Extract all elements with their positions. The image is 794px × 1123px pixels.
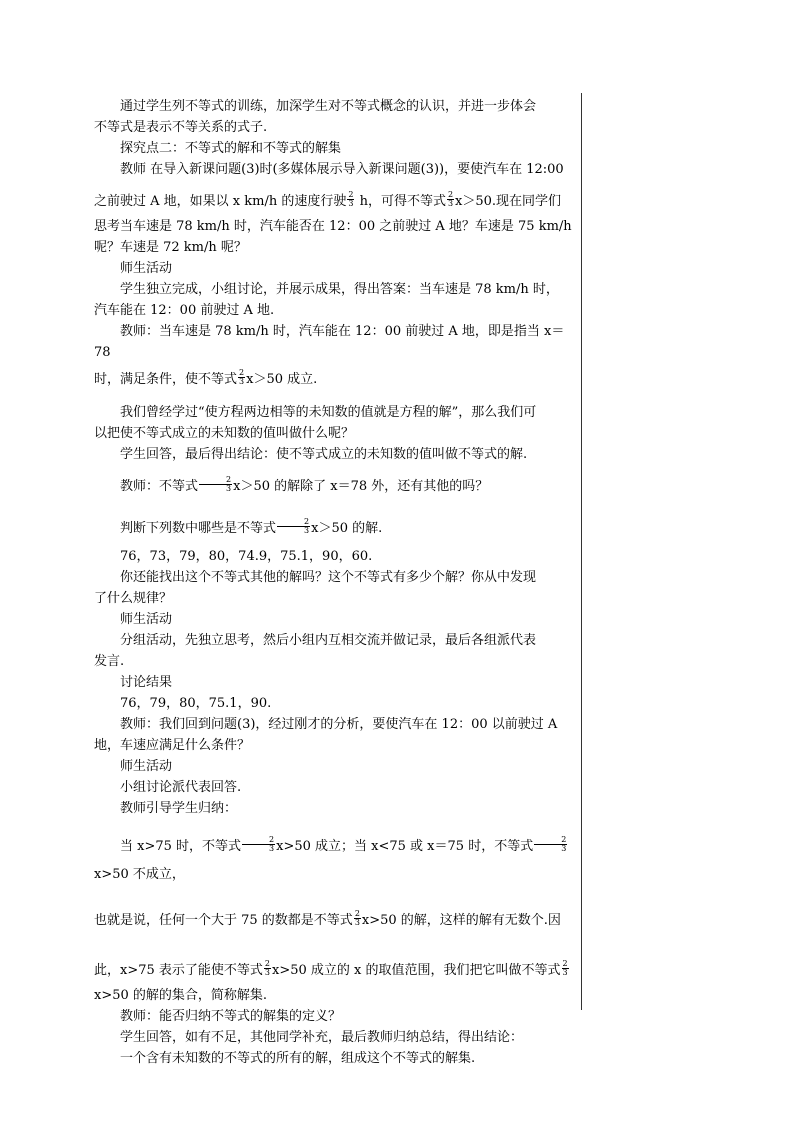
number-list: 76，73，79，80，74.9，75.1，90，60.	[120, 549, 373, 564]
paragraph-line: 时，满足条件，使不等式 $\frac{2}{3}$ x＞50 成立.	[94, 368, 318, 387]
fraction: $\frac{2}{3}$	[242, 836, 275, 853]
paragraph: 了什么规律？	[94, 591, 173, 606]
paragraph: 汽车能在 12：00 前驶过 A 地.	[94, 303, 275, 318]
paragraph: 学生回答，最后得出结论：使不等式成立的未知数的值叫做不等式的解.	[120, 447, 528, 462]
activity-label: 师生活动	[120, 759, 173, 774]
fraction: $\frac{2}{3}$	[562, 959, 568, 977]
fraction: $\frac{2}{3}$	[447, 190, 454, 208]
paragraph: 分组活动，先独立思考，然后小组内互相交流并做记录，最后各组派代表	[120, 633, 537, 648]
fraction: $\frac{2}{3}$	[277, 518, 310, 535]
paragraph: 学生回答，如有不足，其他同学补充，最后教师归纳总结，得出结论：	[120, 1030, 524, 1045]
table-border-line	[581, 93, 582, 1010]
fraction: $\frac{2}{3}$	[348, 190, 354, 208]
paragraph-line: 判断下列数中哪些是不等式 $\frac{2}{3}$ x＞50 的解.	[120, 517, 383, 536]
paragraph: 教师：当车速是 78 km/h 时，汽车能在 12：00 前驶过 A 地，即是指当 x＝78	[94, 324, 565, 360]
fraction: $\frac{2}{3}$	[534, 836, 567, 853]
fraction: $\frac{2}{3}$	[239, 368, 245, 386]
paragraph: 不等式是表示不等关系的式子.	[94, 120, 268, 135]
paragraph-line: 教师：不等式 $\frac{2}{3}$ x＞50 的解除了 x＝78 外，还有其他的吗？	[120, 475, 489, 494]
paragraph-line: 此，x>75 表示了能使不等式 $\frac{2}{3}$ x>50 成立的 x 的取值范围，我们把它叫做不等式 $\frac{2}{3}$	[94, 959, 568, 978]
result-values: 76，79，80，75.1，90.	[120, 696, 272, 711]
paragraph: 发言.	[94, 654, 125, 669]
paragraph: 教师：能否归纳不等式的解集的定义？	[120, 1009, 342, 1024]
paragraph: 教师引导学生归纳：	[120, 801, 238, 816]
paragraph: 教师：我们回到问题(3)，经过刚才的分析，要使汽车在 12：00 以前驶过 A	[120, 717, 558, 732]
fraction: $\frac{2}{3}$	[264, 959, 270, 977]
document-body	[94, 96, 578, 1069]
paragraph: 学生独立完成，小组讨论，并展示成果，得出答案：当车速是 78 km/h 时，	[120, 282, 559, 297]
paragraph: 通过学生列不等式的训练，加深学生对不等式概念的认识，并进一步体会	[120, 99, 537, 114]
section-heading: 探究点二：不等式的解和不等式的解集	[120, 141, 342, 156]
paragraph: 以把使不等式成立的未知数的值叫做什么呢？	[94, 426, 355, 441]
paragraph: 你还能找出这个不等式其他的解吗？这个不等式有多少个解？你从中发现	[120, 570, 537, 585]
paragraph: 小组讨论派代表回答.	[120, 780, 242, 795]
paragraph: x>50 的解的集合，简称解集.	[94, 988, 268, 1003]
paragraph: 教师 在导入新课问题(3)时(多媒体展示导入新课问题(3))，要使汽车在 12:00	[120, 162, 564, 177]
paragraph: 地，车速应满足什么条件？	[94, 738, 251, 753]
result-label: 讨论结果	[120, 675, 173, 690]
activity-label: 师生活动	[120, 261, 173, 276]
paragraph-line: 也就是说，任何一个大于 75 的数都是不等式 $\frac{2}{3}$ x>50 的解，这样的解有无数个.因	[94, 909, 561, 928]
paragraph: 思考当车速是 78 km/h 时，汽车能否在 12：00 之前驶过 A 地？车速是 75 km/h	[94, 219, 572, 234]
paragraph-line: 当 x>75 时，不等式 $\frac{2}{3}$ x>50 成立；当 x<75 或 x＝75 时，不等式 $\frac{2}{3}$ x>50 不成立，	[94, 835, 567, 882]
fraction: $\frac{2}{3}$	[354, 909, 360, 927]
paragraph: 呢？车速是 72 km/h 呢？	[94, 240, 247, 255]
paragraph-line: 之前驶过 A 地，如果以 x km/h 的速度行驶 $\frac{2}{3}$ h，可得不等式 $\frac{2}{3}$ x＞50.现在同学们	[94, 190, 562, 209]
activity-label: 师生活动	[120, 612, 173, 627]
definition: 一个含有未知数的不等式的所有的解，组成这个不等式的解集.	[120, 1051, 476, 1066]
fraction: $\frac{2}{3}$	[199, 476, 232, 493]
paragraph: 我们曾经学过“使方程两边相等的未知数的值就是方程的解”，那么我们可	[120, 405, 537, 420]
